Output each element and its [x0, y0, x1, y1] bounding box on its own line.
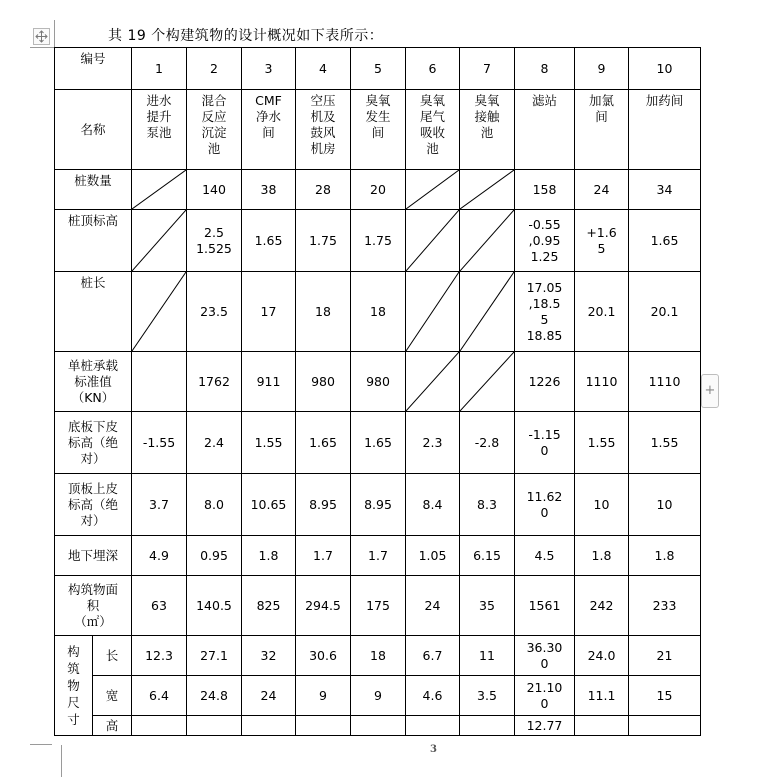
table-row-dims-length — [55, 636, 701, 676]
row-label: 地下埋深 — [55, 536, 132, 576]
table-cell: 加氯 间 — [575, 90, 629, 170]
row-label: 名称 — [55, 90, 132, 170]
table-cell: 24 — [406, 576, 460, 636]
table-cell: 1.55 — [575, 412, 629, 474]
table-cell: 1226 — [515, 352, 575, 412]
table-cell: 臭氧 接触 池 — [460, 90, 515, 170]
table-cell: 21.10 0 — [515, 676, 575, 716]
table-cell: 27.1 — [187, 636, 242, 676]
table-cell: 8.3 — [460, 474, 515, 536]
diagonal-line-icon — [460, 352, 514, 411]
diagonal-line-icon — [132, 210, 186, 271]
table-cell — [460, 716, 515, 736]
table-cell: 15 — [629, 676, 701, 716]
table-cell: 24 — [242, 676, 296, 716]
table-cell: 4.5 — [515, 536, 575, 576]
diagonal-line-icon — [460, 210, 514, 271]
add-row-button[interactable]: + — [701, 374, 719, 408]
table-cell: 1.55 — [629, 412, 701, 474]
table-cell: 11.1 — [575, 676, 629, 716]
diagonal-slash-cell — [460, 352, 515, 412]
table-cell: 24.0 — [575, 636, 629, 676]
row-label: 顶板上皮 标高（绝 对） — [55, 474, 132, 536]
diagonal-slash-cell — [132, 272, 187, 352]
diagonal-line-icon — [406, 170, 459, 209]
table-cell: 1.8 — [629, 536, 701, 576]
table-cell: 24 — [575, 170, 629, 210]
crop-mark — [61, 745, 62, 777]
table-cell: 825 — [242, 576, 296, 636]
diagonal-slash-cell — [132, 170, 187, 210]
table-cell: +1.6 5 — [575, 210, 629, 272]
row-label: 桩长 — [55, 272, 132, 352]
table-cell: 35 — [460, 576, 515, 636]
crop-mark — [54, 20, 55, 47]
table-cell: -0.55 ,0.95 1.25 — [515, 210, 575, 272]
diagonal-slash-cell — [132, 210, 187, 272]
page-number: 3 — [430, 744, 437, 755]
table-cell: 140 — [187, 170, 242, 210]
row-label: 构筑物面 积 （㎡） — [55, 576, 132, 636]
table-cell: 1110 — [629, 352, 701, 412]
table-cell: 294.5 — [296, 576, 351, 636]
table-cell: 4.9 — [132, 536, 187, 576]
table-cell: 30.6 — [296, 636, 351, 676]
row-label: 编号 — [55, 48, 132, 90]
table-cell: 6.15 — [460, 536, 515, 576]
table-cell: 23.5 — [187, 272, 242, 352]
table-cell: 4 — [296, 48, 351, 90]
table-cell: 混合 反应 沉淀 池 — [187, 90, 242, 170]
diagonal-slash-cell — [406, 170, 460, 210]
table-cell: 28 — [296, 170, 351, 210]
table-cell: 1.65 — [629, 210, 701, 272]
table-cell: 36.30 0 — [515, 636, 575, 676]
table-cell: 臭氧 尾气 吸收 池 — [406, 90, 460, 170]
table-cell: 加药间 — [629, 90, 701, 170]
table-cell: 空压 机及 鼓风 机房 — [296, 90, 351, 170]
diagonal-line-icon — [460, 272, 514, 351]
table-cell — [242, 716, 296, 736]
table-cell: 8.95 — [296, 474, 351, 536]
diagonal-line-icon — [460, 170, 514, 209]
table-cell: 1.65 — [351, 412, 406, 474]
table-cell: 4.6 — [406, 676, 460, 716]
table-row-top-elev — [55, 474, 701, 536]
diagonal-line-icon — [406, 210, 459, 271]
table-cell: 1.65 — [242, 210, 296, 272]
table-cell: 6.7 — [406, 636, 460, 676]
table-cell: 8.0 — [187, 474, 242, 536]
table-cell: 11 — [460, 636, 515, 676]
table-cell: 3 — [242, 48, 296, 90]
table-cell: 1762 — [187, 352, 242, 412]
table-cell — [406, 716, 460, 736]
table-cell — [629, 716, 701, 736]
diagonal-line-icon — [132, 170, 186, 209]
table-cell: 20.1 — [575, 272, 629, 352]
crop-mark — [30, 47, 54, 48]
table-cell: 1.7 — [296, 536, 351, 576]
table-cell: 7 — [460, 48, 515, 90]
table-cell: 63 — [132, 576, 187, 636]
table-cell: 0.95 — [187, 536, 242, 576]
structures-table — [54, 47, 701, 736]
table-cell: 32 — [242, 636, 296, 676]
table-cell: 21 — [629, 636, 701, 676]
table-cell: 24.8 — [187, 676, 242, 716]
table-row-area — [55, 576, 701, 636]
row-label: 桩顶标高 — [55, 210, 132, 272]
table-cell: 12.3 — [132, 636, 187, 676]
table-row-pile-top — [55, 210, 701, 272]
table-cell: 140.5 — [187, 576, 242, 636]
diagonal-line-icon — [406, 352, 459, 411]
table-cell: 9 — [351, 676, 406, 716]
diagonal-line-icon — [132, 272, 186, 351]
table-cell: 8.95 — [351, 474, 406, 536]
table-cell: 17.05 ,18.5 5 18.85 — [515, 272, 575, 352]
table-cell: 1.8 — [242, 536, 296, 576]
table-row-bottom-elev — [55, 412, 701, 474]
table-cell: 17 — [242, 272, 296, 352]
table-cell: 1.65 — [296, 412, 351, 474]
table-cell: 10 — [575, 474, 629, 536]
table-cell — [132, 716, 187, 736]
table-cell: CMF 净水 间 — [242, 90, 296, 170]
table-cell — [575, 716, 629, 736]
diagonal-slash-cell — [406, 352, 460, 412]
table-cell: 5 — [351, 48, 406, 90]
table-cell: 2.4 — [187, 412, 242, 474]
table-row-dims-height — [55, 716, 701, 736]
table-row-dims-width — [55, 676, 701, 716]
row-label: 单桩承载 标准值 （KN） — [55, 352, 132, 412]
table-cell: 1.8 — [575, 536, 629, 576]
row-label: 构 筑 物 尺 寸 — [55, 636, 93, 736]
row-label: 底板下皮 标高（绝 对） — [55, 412, 132, 474]
table-cell — [187, 716, 242, 736]
table-cell: 1110 — [575, 352, 629, 412]
table-cell: 1.55 — [242, 412, 296, 474]
sub-row-label: 高 — [93, 716, 132, 736]
table-cell: 10.65 — [242, 474, 296, 536]
table-cell: 18 — [351, 272, 406, 352]
table-cell: 242 — [575, 576, 629, 636]
table-cell: 3.5 — [460, 676, 515, 716]
table-cell: 18 — [351, 636, 406, 676]
table-cell: 1.7 — [351, 536, 406, 576]
table-cell: 进水 提升 泵池 — [132, 90, 187, 170]
sub-row-label: 长 — [93, 636, 132, 676]
table-cell — [132, 352, 187, 412]
table-row-depth — [55, 536, 701, 576]
table-cell: 980 — [296, 352, 351, 412]
table-row-header — [55, 48, 701, 90]
table-cell: 6.4 — [132, 676, 187, 716]
diagonal-slash-cell — [406, 210, 460, 272]
table-row-pile-length — [55, 272, 701, 352]
diagonal-slash-cell — [460, 210, 515, 272]
diagonal-slash-cell — [460, 272, 515, 352]
table-cell: 158 — [515, 170, 575, 210]
table-cell: 8.4 — [406, 474, 460, 536]
table-cell: 175 — [351, 576, 406, 636]
table-cell: 1.75 — [351, 210, 406, 272]
table-cell: 臭氧 发生 间 — [351, 90, 406, 170]
table-cell: 1 — [132, 48, 187, 90]
table-cell: 12.77 — [515, 716, 575, 736]
table-cell: 34 — [629, 170, 701, 210]
table-cell: 911 — [242, 352, 296, 412]
table-cell: 38 — [242, 170, 296, 210]
table-cell: 10 — [629, 48, 701, 90]
table-cell: 2.5 1.525 — [187, 210, 242, 272]
sub-row-label: 宽 — [93, 676, 132, 716]
table-cell: 2.3 — [406, 412, 460, 474]
table-cell — [351, 716, 406, 736]
table-row-pile-count — [55, 170, 701, 210]
table-cell: 10 — [629, 474, 701, 536]
table-cell: 20 — [351, 170, 406, 210]
table-cell: 9 — [296, 676, 351, 716]
table-row-pile-capacity — [55, 352, 701, 412]
diagonal-slash-cell — [460, 170, 515, 210]
row-label: 桩数量 — [55, 170, 132, 210]
table-cell: 9 — [575, 48, 629, 90]
table-cell: 6 — [406, 48, 460, 90]
table-move-handle[interactable] — [33, 28, 50, 45]
table-cell: 1561 — [515, 576, 575, 636]
table-cell: 8 — [515, 48, 575, 90]
table-cell: 3.7 — [132, 474, 187, 536]
table-cell: 233 — [629, 576, 701, 636]
diagonal-slash-cell — [406, 272, 460, 352]
intro-text: 其 19 个构建筑物的设计概况如下表所示： — [108, 28, 384, 44]
table-cell: 1.05 — [406, 536, 460, 576]
table-cell: 2 — [187, 48, 242, 90]
table-cell: 20.1 — [629, 272, 701, 352]
table-cell — [296, 716, 351, 736]
table-row-names — [55, 90, 701, 170]
table-cell: -1.55 — [132, 412, 187, 474]
table-cell: -2.8 — [460, 412, 515, 474]
table-cell: 11.62 0 — [515, 474, 575, 536]
crop-mark — [30, 744, 52, 745]
table-cell: 980 — [351, 352, 406, 412]
table-cell: 18 — [296, 272, 351, 352]
table-cell: 1.75 — [296, 210, 351, 272]
table-cell: -1.15 0 — [515, 412, 575, 474]
move-arrows-icon — [34, 29, 49, 44]
table-cell: 滤站 — [515, 90, 575, 170]
diagonal-line-icon — [406, 272, 459, 351]
